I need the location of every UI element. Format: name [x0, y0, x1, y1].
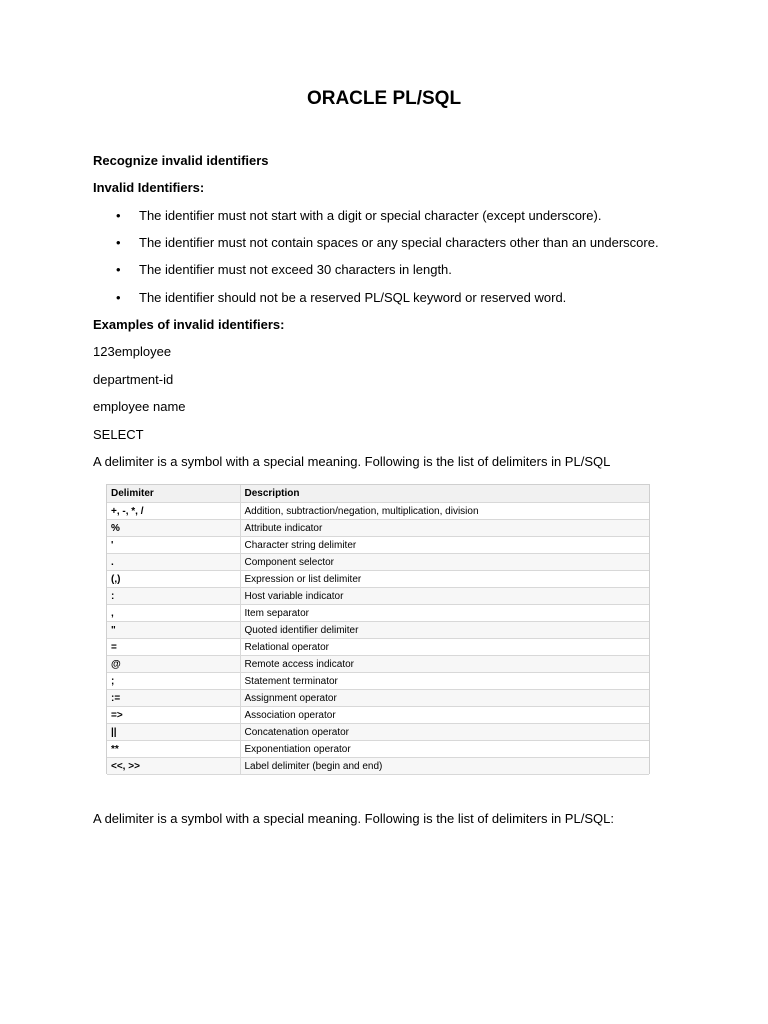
description-cell: Addition, subtraction/negation, multiplication, division [240, 503, 649, 520]
bullet-marker: • [116, 262, 121, 277]
delimiter-outro-paragraph: A delimiter is a symbol with a special meaning. Following is the list of delimiters in PL/SQL: [93, 811, 614, 826]
delimiter-cell: " [107, 622, 240, 639]
list-item-text: The identifier must not start with a digit or special character (except underscore). [139, 208, 602, 223]
list-item-text: The identifier must not exceed 30 characters in length. [139, 262, 452, 277]
bullet-marker: • [116, 290, 121, 305]
bullet-marker: • [116, 208, 121, 223]
delimiter-table [106, 484, 650, 774]
description-cell: Statement terminator [240, 673, 649, 690]
description-cell: Relational operator [240, 639, 649, 656]
description-cell: Expression or list delimiter [240, 571, 649, 588]
delimiter-cell: (,) [107, 571, 240, 588]
delimiter-cell: % [107, 520, 240, 537]
description-cell: Association operator [240, 707, 649, 724]
description-cell: Concatenation operator [240, 724, 649, 741]
section-heading-recognize: Recognize invalid identifiers [93, 153, 269, 168]
example-item: SELECT [93, 427, 144, 442]
description-cell: Attribute indicator [240, 520, 649, 537]
description-cell: Label delimiter (begin and end) [240, 758, 649, 775]
delimiter-cell: , [107, 605, 240, 622]
table-row [107, 554, 649, 571]
table-row [107, 758, 649, 775]
table-row [107, 724, 649, 741]
delimiter-cell: => [107, 707, 240, 724]
table-row [107, 537, 649, 554]
example-item: department-id [93, 372, 174, 387]
bullet-marker: • [116, 235, 121, 250]
table-row [107, 588, 649, 605]
delimiter-cell: <<, >> [107, 758, 240, 775]
description-cell: Quoted identifier delimiter [240, 622, 649, 639]
table-row [107, 520, 649, 537]
delimiter-cell: +, -, *, / [107, 503, 240, 520]
delimiter-cell: @ [107, 656, 240, 673]
list-item-text: The identifier should not be a reserved PL/SQL keyword or reserved word. [139, 290, 567, 305]
delimiter-cell: = [107, 639, 240, 656]
description-cell: Component selector [240, 554, 649, 571]
column-header-description: Description [240, 485, 649, 503]
delimiter-cell: || [107, 724, 240, 741]
page-title: ORACLE PL/SQL [306, 88, 462, 109]
example-item: 123employee [93, 344, 172, 359]
delimiter-cell: ; [107, 673, 240, 690]
example-item: employee name [93, 399, 186, 414]
description-cell: Host variable indicator [240, 588, 649, 605]
delimiter-cell: ' [107, 537, 240, 554]
table-row [107, 690, 649, 707]
description-cell: Character string delimiter [240, 537, 649, 554]
delimiter-cell: . [107, 554, 240, 571]
table-row [107, 639, 649, 656]
table-row [107, 571, 649, 588]
description-cell: Remote access indicator [240, 656, 649, 673]
table-row [107, 707, 649, 724]
table-row [107, 656, 649, 673]
description-cell: Assignment operator [240, 690, 649, 707]
section-heading-invalid-identifiers: Invalid Identifiers: [93, 180, 205, 195]
list-item-text: The identifier must not contain spaces or any special characters other than an underscore. [139, 235, 659, 250]
delimiter-cell: ** [107, 741, 240, 758]
table-row [107, 503, 649, 520]
table-row [107, 605, 649, 622]
delimiter-cell: : [107, 588, 240, 605]
examples-heading: Examples of invalid identifiers: [93, 317, 285, 332]
table-row [107, 673, 649, 690]
table-row [107, 741, 649, 758]
delimiter-intro-paragraph: A delimiter is a symbol with a special meaning. Following is the list of delimiters in PL/SQL [93, 454, 611, 469]
description-cell: Item separator [240, 605, 649, 622]
delimiter-cell: := [107, 690, 240, 707]
description-cell: Exponentiation operator [240, 741, 649, 758]
table-row [107, 622, 649, 639]
table-header-row [107, 485, 649, 503]
column-header-delimiter: Delimiter [107, 485, 240, 503]
